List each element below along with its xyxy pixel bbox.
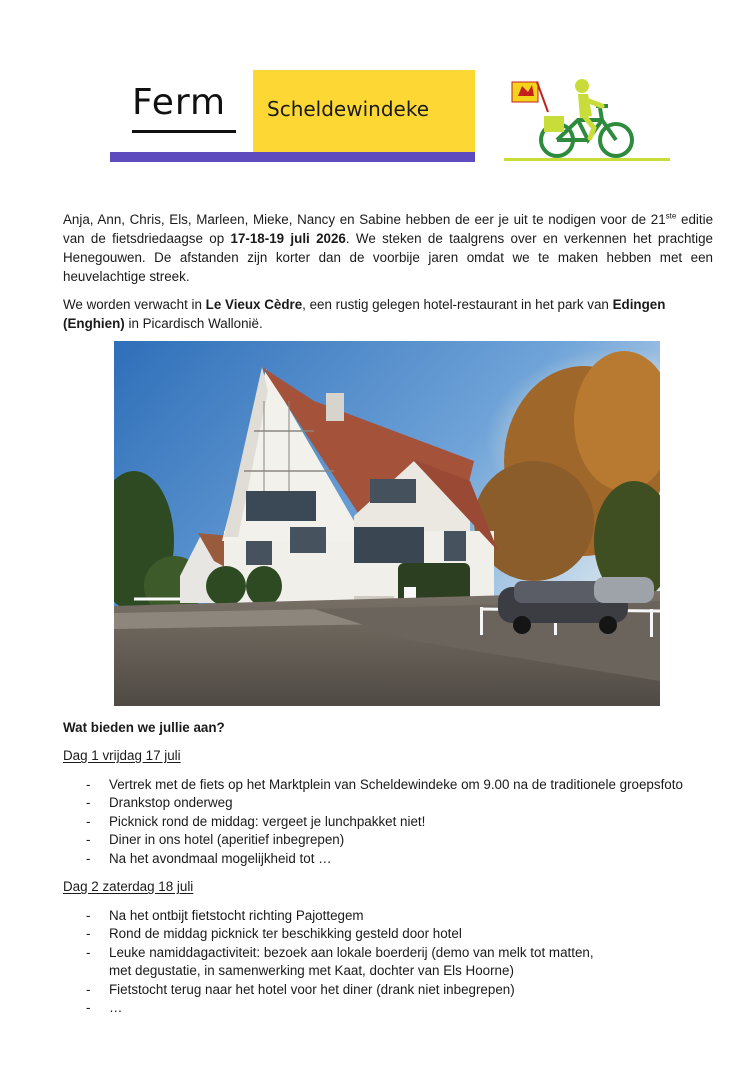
hotel-name: Le Vieux Cèdre xyxy=(205,297,303,312)
intro-text: in Picardisch Wallonië. xyxy=(124,316,263,331)
list-item-text: Vertrek met de fiets op het Marktplein van Scheldewindeke om 9.00 na de traditionele groepsfoto xyxy=(109,777,683,792)
place-name: Edingen (Enghien) xyxy=(63,297,666,331)
list-bullet: - xyxy=(86,850,91,866)
event-dates: 17-18-19 juli 2026 xyxy=(230,231,346,246)
list-bullet: - xyxy=(86,813,91,829)
list-bullet: - xyxy=(86,832,91,848)
day-2-list xyxy=(86,907,706,1017)
intro-text: Anja, Ann, Chris, Els, Marleen, Mieke, Nancy en Sabine hebben de eer je uit te nodigen voor de 21 xyxy=(63,212,666,227)
day-1-title: Dag 1 vrijdag 17 juli xyxy=(63,748,181,763)
day-1-list xyxy=(86,776,706,868)
list-item-continuation xyxy=(86,962,706,980)
list-bullet: - xyxy=(86,944,91,960)
intro-text: editie van de fietsdriedaagse op xyxy=(63,212,714,246)
ferm-logo-purple-bar xyxy=(110,152,475,162)
intro-text: . We steken de taalgrens over en verkennen het prachtige Henegouwen. De afstanden zijn korter dan de voorbije jaren omdat we te maken hebben met een heuvelachtige streek. xyxy=(63,231,713,284)
ferm-logo-banner-text: Scheldewindeke xyxy=(267,97,429,121)
list-item xyxy=(86,794,706,812)
hotel-building-photo xyxy=(114,341,660,706)
list-bullet: - xyxy=(86,1000,91,1016)
list-bullet: - xyxy=(86,926,91,942)
ordinal-suffix: ste xyxy=(665,211,677,221)
intro-paragraph-2 xyxy=(63,295,713,333)
list-item-text: Drankstop onderweg xyxy=(109,795,233,811)
list-item xyxy=(86,999,706,1017)
list-item xyxy=(86,925,706,943)
intro-text: , een rustig gelegen hotel-restaurant in het park van xyxy=(302,297,613,312)
list-item-text: Diner in ons hotel (aperitief inbegrepen) xyxy=(109,832,345,848)
list-bullet: - xyxy=(86,908,91,923)
intro-paragraph-1 xyxy=(63,210,713,286)
list-item-text: Na het avondmaal mogelijkheid tot … xyxy=(109,850,332,866)
list-item xyxy=(86,776,706,794)
list-item-text: Na het ontbijt fietstocht richting Pajottegem xyxy=(109,908,364,923)
ferm-logo-underline xyxy=(132,130,236,133)
list-bullet: - xyxy=(86,795,91,811)
list-item-text: Leuke namiddagactiviteit: bezoek aan lokale boerderij (demo van melk tot matten, xyxy=(109,944,594,960)
list-item-text: Rond de middag picknick ter beschikking gesteld door hotel xyxy=(109,926,462,942)
intro-text: We worden verwacht in xyxy=(63,297,206,312)
program-heading: Wat bieden we jullie aan? xyxy=(63,720,225,735)
list-item-text: … xyxy=(109,1000,123,1016)
list-item-text: Picknick rond de middag: vergeet je lunchpakket niet! xyxy=(109,813,426,829)
list-item-text: Fietstocht terug naar het hotel voor het diner (drank niet inbegrepen) xyxy=(109,981,515,997)
cyclist-with-flag-icon xyxy=(500,72,672,164)
list-item xyxy=(86,907,706,925)
ferm-logo-text: Ferm xyxy=(132,82,227,123)
list-item xyxy=(86,813,706,831)
list-item xyxy=(86,850,706,868)
list-item xyxy=(86,831,706,849)
list-item xyxy=(86,944,706,962)
list-bullet: - xyxy=(86,777,91,792)
list-item xyxy=(86,981,706,999)
ferm-logo xyxy=(110,70,475,163)
list-item-text: met degustatie, in samenwerking met Kaat, dochter van Els Hoorne) xyxy=(109,963,514,979)
list-bullet: - xyxy=(86,981,91,997)
day-2-title: Dag 2 zaterdag 18 juli xyxy=(63,879,194,894)
